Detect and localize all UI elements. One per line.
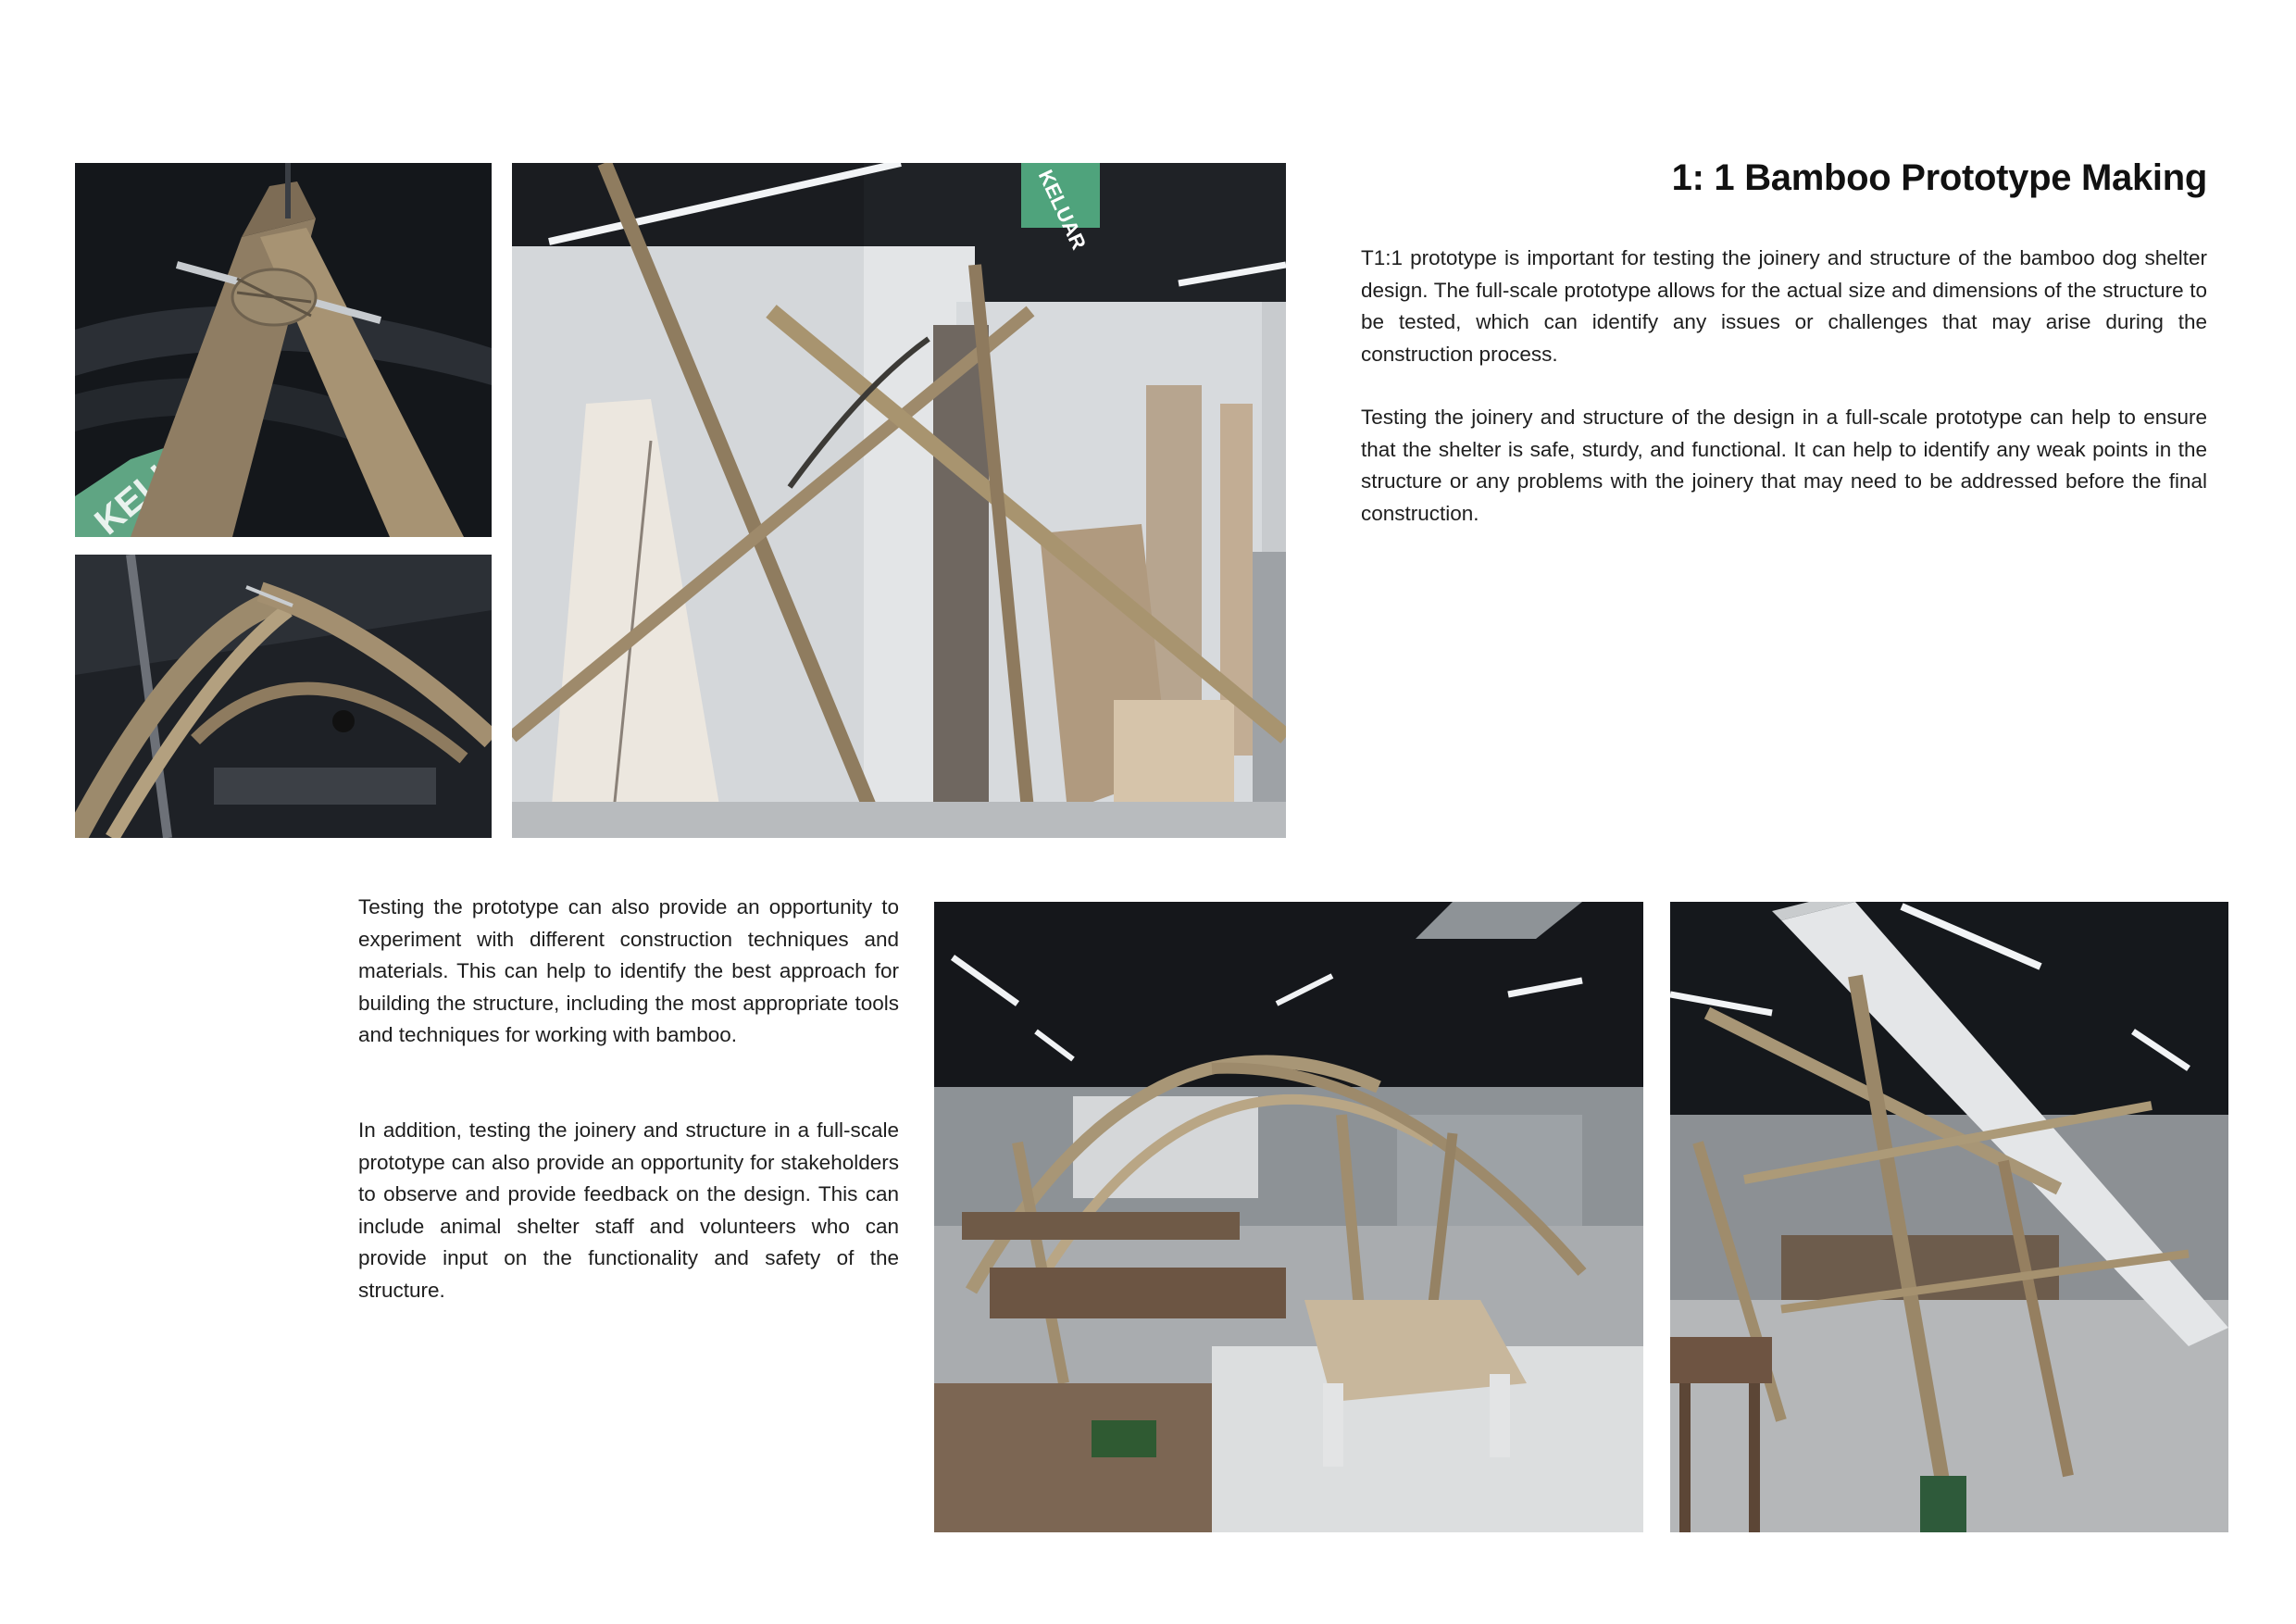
photo-bamboo-frame-roof-sheet: [1670, 902, 2228, 1532]
photo-workshop-bamboo-dome: [934, 902, 1643, 1532]
photo-bamboo-arch-joint: [75, 555, 492, 838]
stakeholder-feedback-paragraph: In addition, testing the joinery and structure in a full-scale prototype can also provide an opportunity for stakeholders to observe and provide feedback on the design. This can include animal shelter staff and volunteers who can provide input on the functionality and safety of the structure.: [358, 1118, 899, 1302]
photo-bamboo-frame-wall: [512, 163, 1286, 838]
svg-text:KELUAR: KELUAR: [1033, 166, 1092, 254]
intro-paragraph: T1:1 prototype is important for testing the joinery and structure of the bamboo dog shelter design. The full-scale prototype allows for the actual size and dimensions of the structure to be tested, which can identify any issues or challenges that may arise during the construction process.: [1361, 246, 2207, 366]
page-title: 1: 1 Bamboo Prototype Making: [1671, 157, 2207, 198]
photo-bamboo-joint-closeup: [75, 163, 492, 537]
joinery-testing-paragraph: Testing the joinery and structure of the design in a full-scale prototype can help to ensure that the shelter is safe, sturdy, and functional. It can help to identify any weak points in the structure or any problems with the joinery that may need to be addressed before the final construction.: [1361, 406, 2207, 525]
construction-techniques-paragraph: Testing the prototype can also provide an opportunity to experiment with different construction techniques and materials. This can help to identify the best approach for building the structure, including the most appropriate tools and techniques for working with bamboo.: [358, 895, 899, 1046]
